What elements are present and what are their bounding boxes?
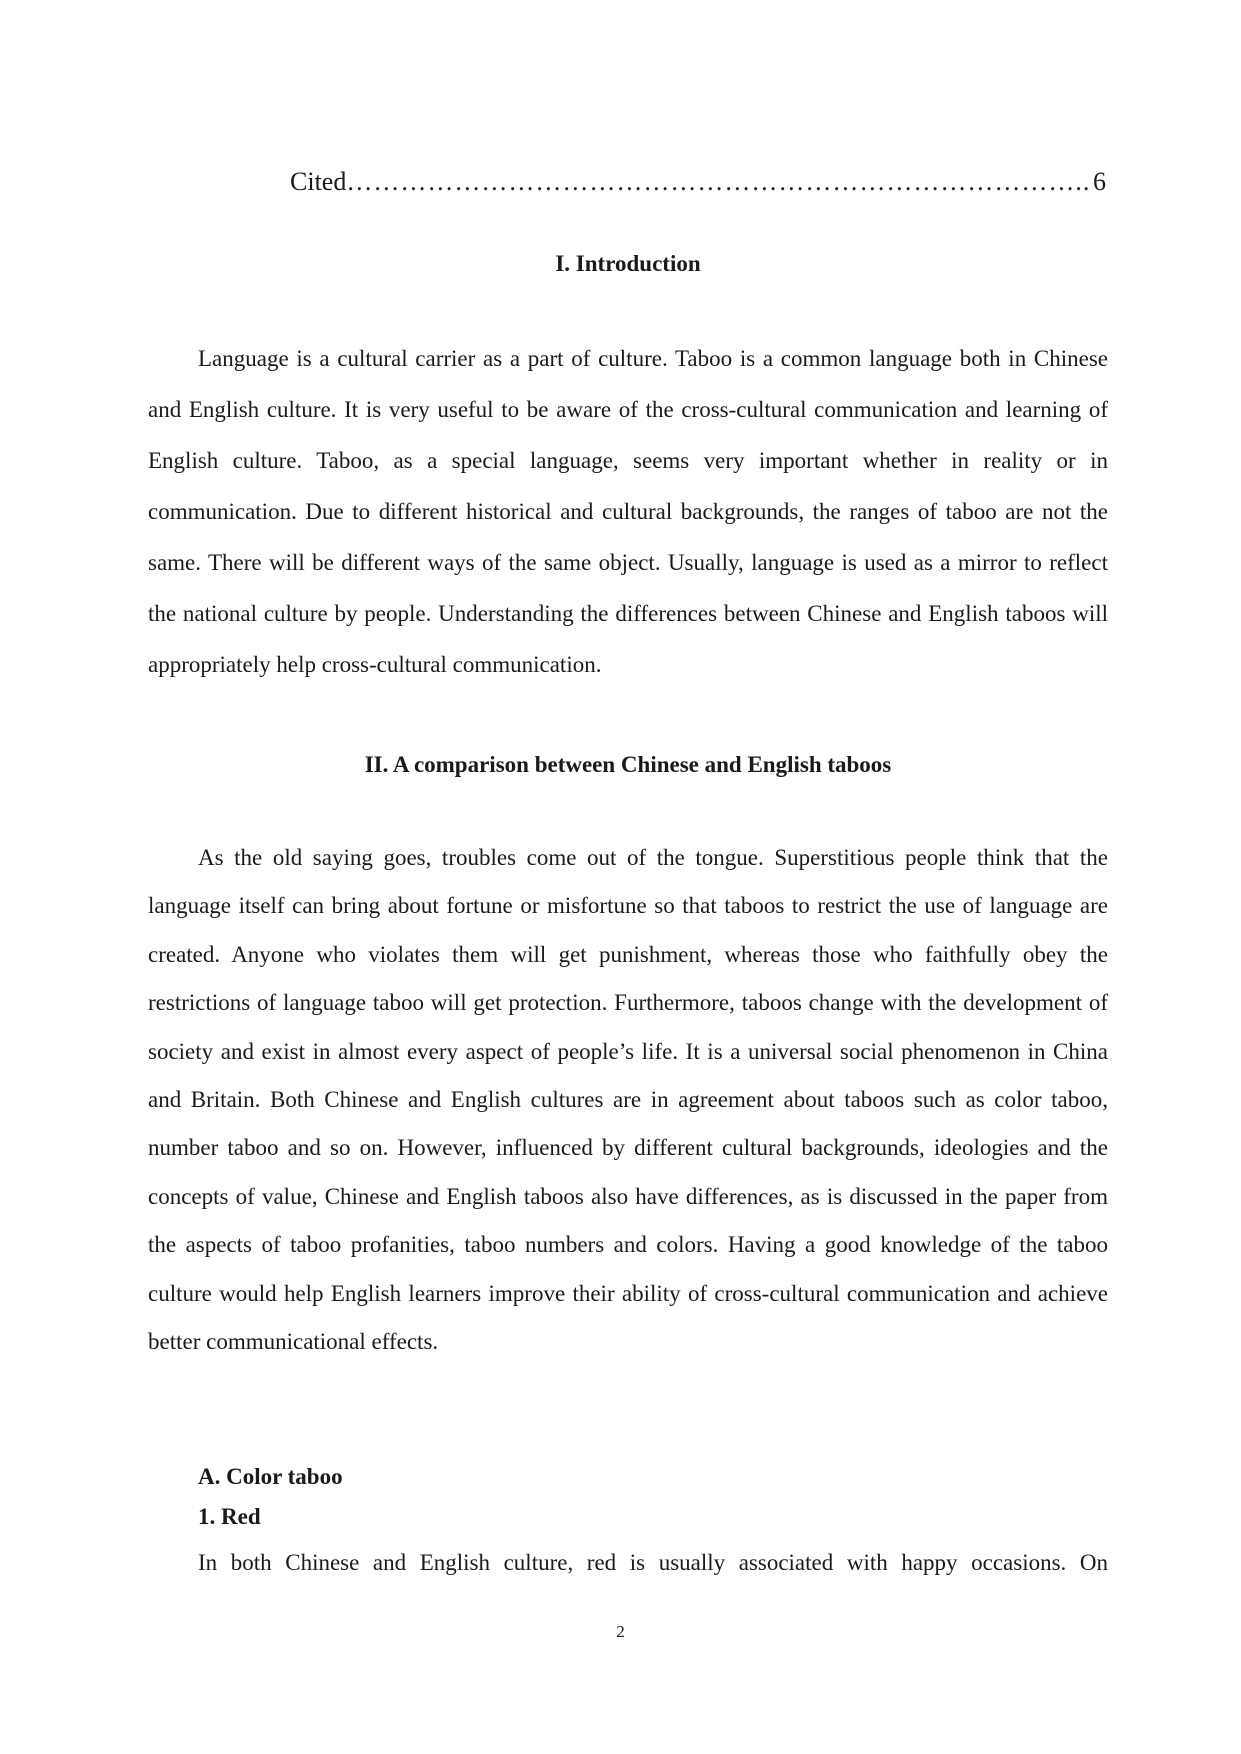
toc-entry-label: Cited [290, 167, 347, 196]
section-heading-comparison: II. A comparison between Chinese and English taboos [364, 752, 892, 777]
page-number: 2 [616, 1622, 625, 1641]
subheading-color-taboo: A. Color taboo [198, 1464, 343, 1489]
toc-leader-dots: ……………………………………………………………………….. [346, 167, 1091, 196]
toc-entry-cited [290, 162, 1106, 202]
subheading-red: 1. Red [198, 1504, 261, 1529]
paragraph-introduction: Language is a cultural carrier as a part of culture. Taboo is a common language both in Chinese and English culture. It is very useful to be aware of the cross-cultural communication and learning of English culture. Taboo, as a special language, seems very important whether in reality or in communication. Due to different historical and cultural backgrounds, the ranges of taboo are not the same. There will be different ways of the same object. Usually, language is used as a mirror to reflect the national culture by people. Understanding the differences between Chinese and English taboos will appropriately help cross-cultural communication. [148, 346, 1108, 677]
toc-page-number: 6 [1093, 167, 1106, 196]
section-heading-introduction: I. Introduction [555, 251, 701, 276]
paragraph-comparison: As the old saying goes, troubles come out of the tongue. Superstitious people think that the language itself can bring about fortune or misfortune so that taboos to restrict the use of language are created. Anyone who violates them will get punishment, whereas those who faithfully obey the restrictions of language taboo will get protection. Furthermore, taboos change with the development of society and exist in almost every aspect of people’s life. It is a universal social phenomenon in China and Britain. Both Chinese and English cultures are in agreement about taboos such as color taboo, number taboo and so on. However, influenced by different cultural backgrounds, ideologies and the concepts of value, Chinese and English taboos also have differences, as is discussed in the paper from the aspects of taboo profanities, taboo numbers and colors. Having a good knowledge of the taboo culture would help English learners improve their ability of cross-cultural communication and achieve better communicational effects. [148, 845, 1108, 1355]
paragraph-red: In both Chinese and English culture, red is usually associated with happy occasions. On [198, 1550, 1108, 1575]
